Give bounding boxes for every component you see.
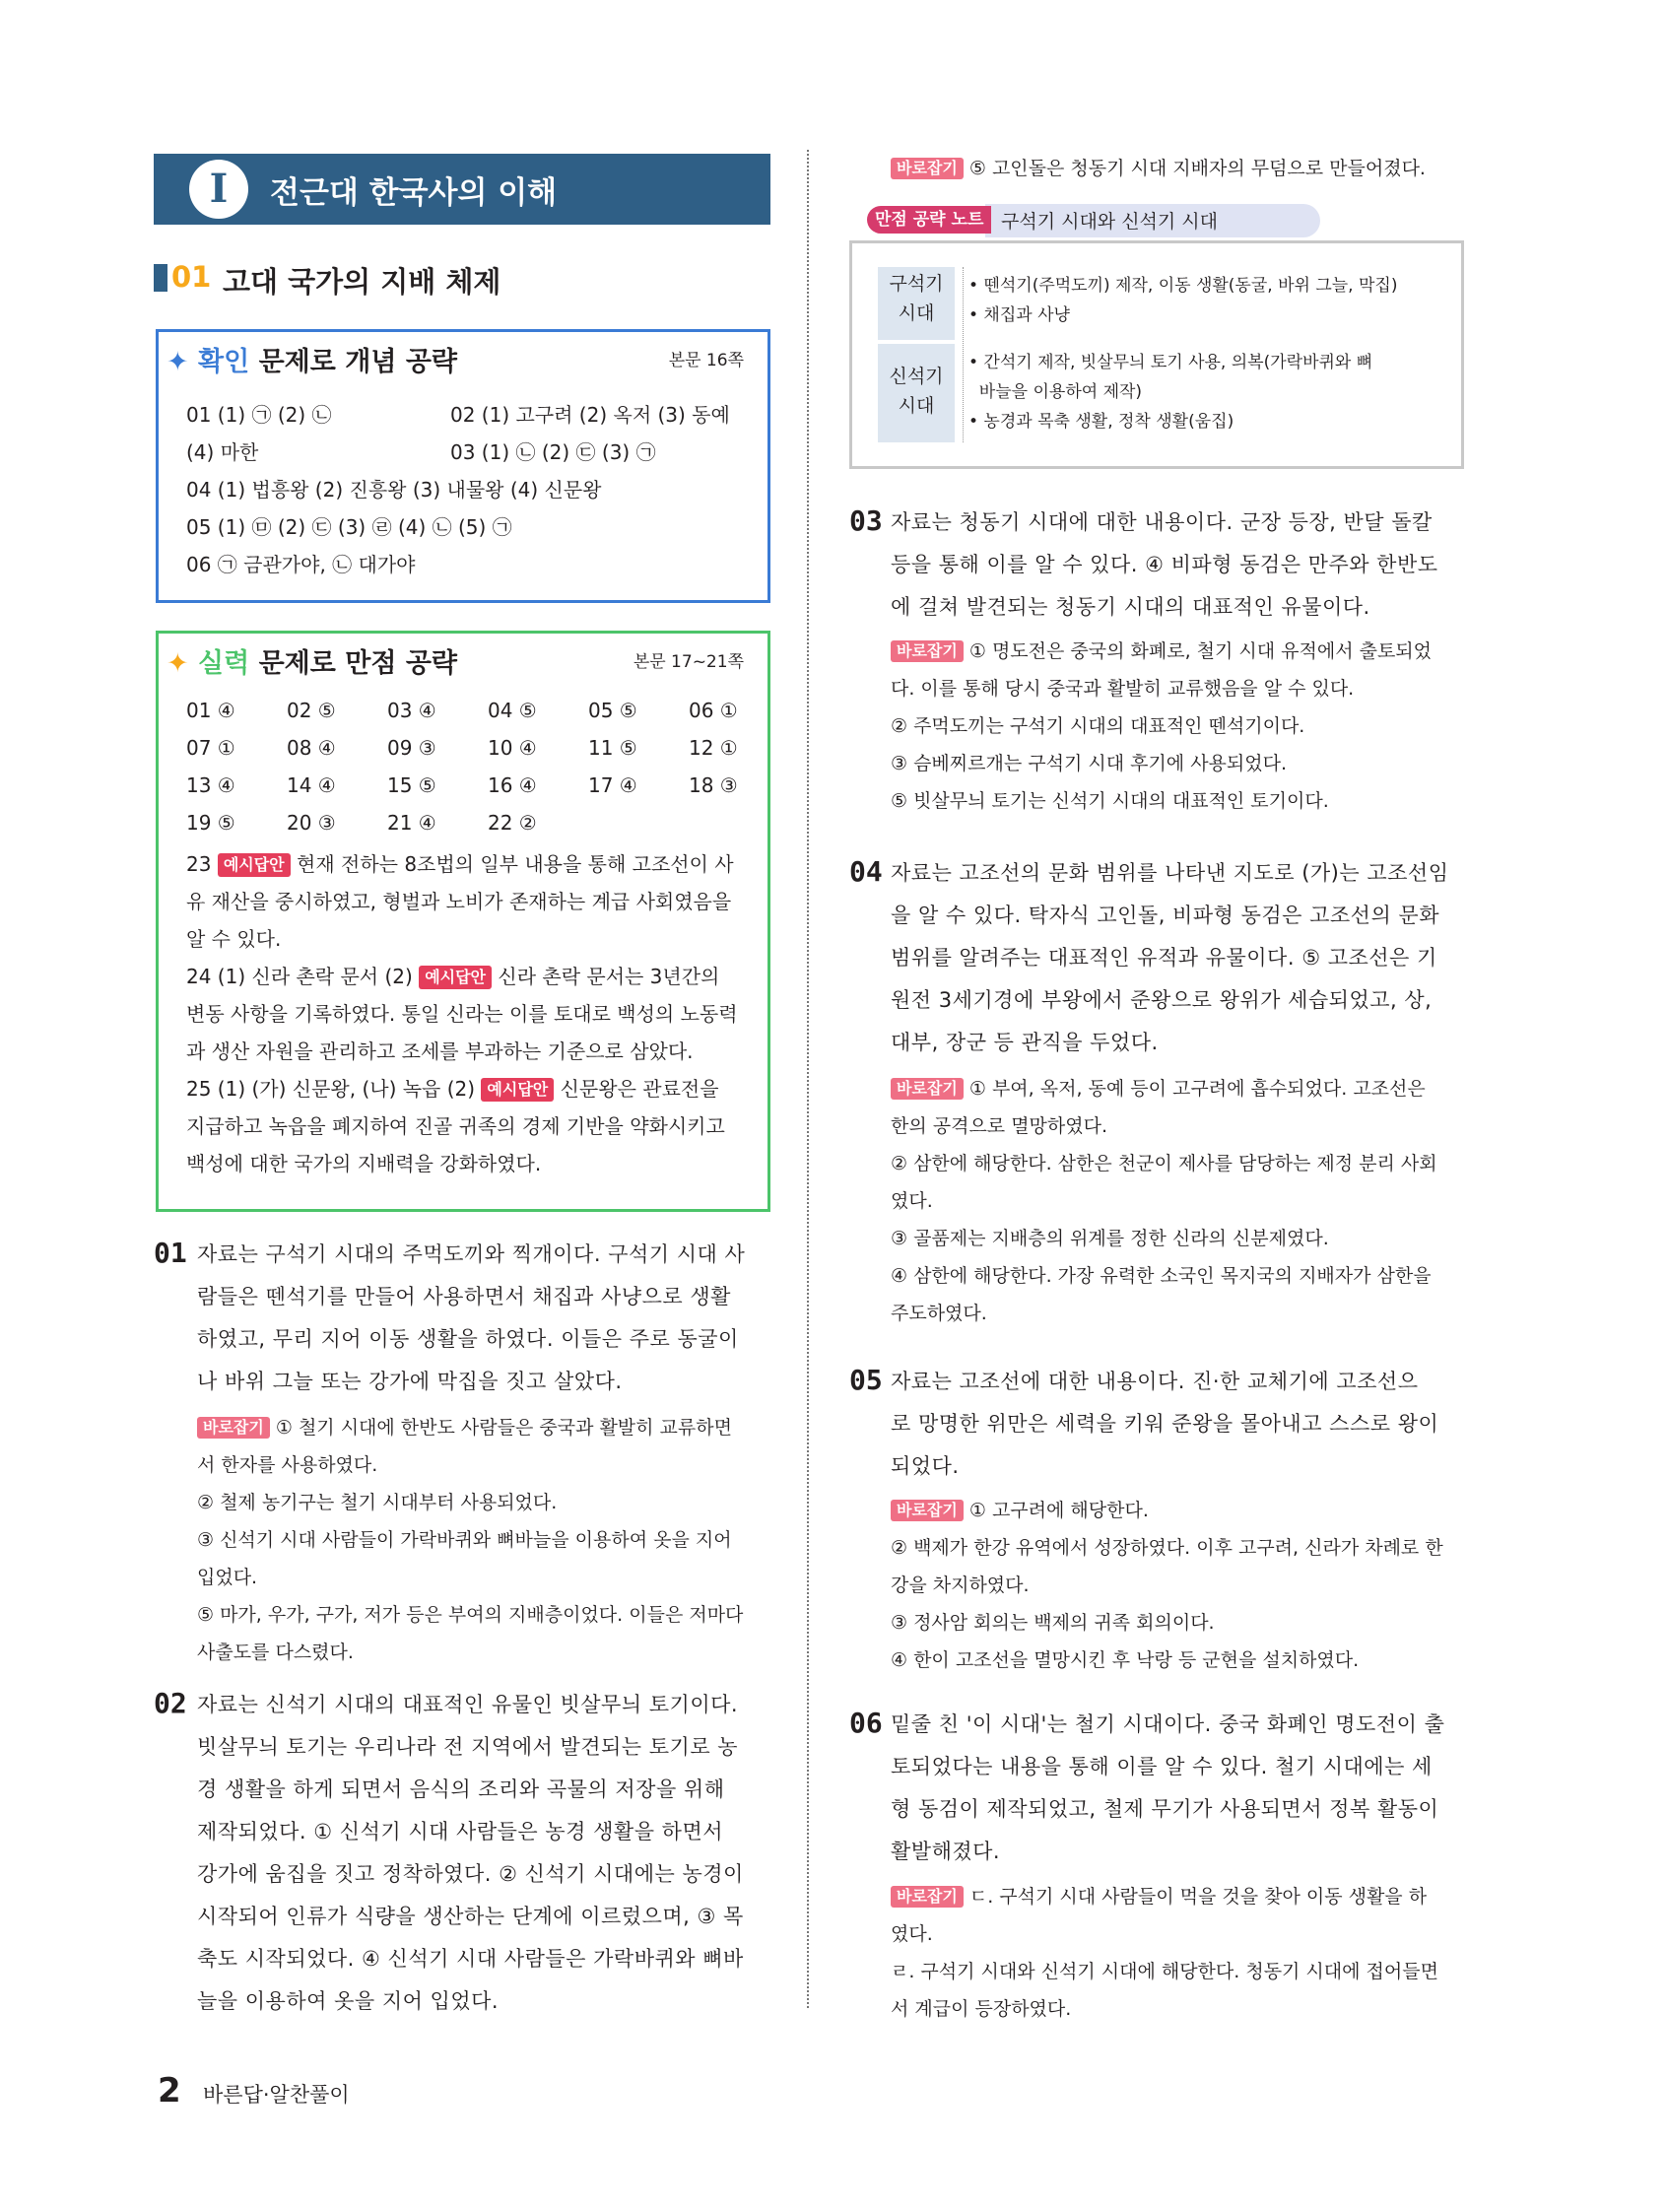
explanation-line: 강가에 움집을 짓고 정착하였다. ② 신석기 시대에는 농경이 [197,1862,744,1886]
sparkle-icon: ✦ [167,347,189,377]
fix-line: ③ 골품제는 지배층의 위계를 정한 신라의 신분제였다. [891,1228,1329,1249]
answer-line: 04 (1) 법흥왕 (2) 진흥왕 (3) 내물왕 (4) 신문왕 [186,478,602,502]
answer-item: 21 ④ [387,811,436,835]
fix-line: 강을 차지하였다. [891,1575,1030,1596]
note-table [849,240,1464,469]
concept-box-ref: 본문 16쪽 [668,351,744,370]
fix-tag: 바로잡기 [197,1417,270,1439]
explanation-line: 빗살무늬 토기는 우리나라 전 지역에서 발견되는 토기로 농 [197,1735,739,1759]
note-row-head: 구석기 시대 [878,267,955,340]
note-row-body: • 뗀석기(주먹도끼) 제작, 이동 생활(동굴, 바위 그늘, 막집) • 채집과 사냥 [968,276,1398,325]
example-answer-tag: 예시답안 [419,966,492,989]
fix-line: 바로잡기 ㄷ. 구석기 시대 사람들이 먹을 것을 찾아 이동 생활을 하 [891,1882,1427,1909]
question-number: 04 [849,855,883,888]
explanation-line: 경 생활을 하게 되면서 음식의 조리와 곡물의 저장을 위해 [197,1777,725,1801]
answer-23: 23 예시답안 현재 전하는 8조법의 일부 내용을 통해 고조선이 사 [186,852,734,876]
note-row-head: 신석기 시대 [878,344,955,442]
chapter-banner [154,154,770,225]
fix-line: 입었다. [197,1567,258,1588]
explanation-line: 시작되어 인류가 식량을 생산하는 단계에 이르렀으며, ③ 목 [197,1905,744,1928]
fix-line: ② 삼한에 해당한다. 삼한은 천군이 제사를 담당하는 제정 분리 사회 [891,1153,1437,1174]
explanation-line: 대부, 장군 등 관직을 두었다. [891,1031,1159,1054]
answer-line: 06 ㉠ 금관가야, ㉡ 대가야 [186,553,416,576]
answer-item: 01 ④ [186,699,235,722]
answer-line: (4) 마한 [186,440,259,464]
explanation-line: 하였고, 무리 지어 이동 생활을 하였다. 이들은 주로 동굴이 [197,1327,739,1351]
fix-tag: 바로잡기 [891,158,964,179]
section-number: 01 [171,260,212,294]
practice-box-title: ✦ 실력 문제로 만점 공략 [167,648,457,679]
answer-item: 03 ④ [387,699,436,722]
explanation-line: 나 바위 그늘 또는 강가에 막집을 짓고 살았다. [197,1370,623,1393]
answer-item: 05 ⑤ [588,699,637,722]
note-header [867,204,1438,239]
explanation-line: 을 알 수 있다. 탁자식 고인돌, 비파형 동검은 고조선의 문화 [891,904,1440,927]
explanation-line: 밑줄 친 '이 시대'는 철기 시대이다. 중국 화폐인 명도전이 출 [891,1712,1445,1736]
answer-line: 03 (1) ㉡ (2) ㉢ (3) ㉠ [450,440,656,464]
chapter-numeral: I [189,160,248,219]
fix-line: 사출도를 다스렸다. [197,1642,354,1663]
fix-line: ⑤ 마가, 우가, 구가, 저가 등은 부여의 지배층이었다. 이들은 저마다 [197,1604,744,1626]
explanation-line: 에 걸쳐 발견되는 청동기 시대의 대표적인 유물이다. [891,595,1370,619]
practice-box-ref: 본문 17~21쪽 [633,652,744,672]
answer-item: 20 ③ [287,811,336,835]
footer-title: 바른답·알찬풀이 [203,2083,350,2107]
question-number: 06 [849,1707,883,1739]
fix-line: 서 계급이 등장하였다. [891,1998,1072,2020]
example-answer-tag: 예시답안 [218,853,291,877]
question-number: 05 [849,1364,883,1396]
answer-item: 13 ④ [186,773,235,797]
explanation-line: 되었다. [891,1454,960,1478]
concept-answer-box [156,329,770,603]
explanation-line: 자료는 고조선의 문화 범위를 나타낸 지도로 (가)는 고조선임 [891,861,1449,885]
fix-line: 바로잡기 ① 고구려에 해당한다. [891,1496,1149,1522]
answer-item: 09 ③ [387,736,436,760]
question-number: 03 [849,504,883,537]
fix-line: ② 주먹도끼는 구석기 시대의 대표적인 뗀석기이다. [891,715,1305,737]
fix-line: 였다. [891,1190,933,1212]
fix-line: ④ 삼한에 해당한다. 가장 유력한 소국인 목지국의 지배자가 삼한을 [891,1265,1432,1287]
fix-tag: 바로잡기 [891,1078,964,1100]
explanation-line: 람들은 뗀석기를 만들어 사용하면서 채집과 사냥으로 생활 [197,1285,731,1308]
fix-line: 바로잡기 ① 부여, 옥저, 동예 등이 고구려에 흡수되었다. 고조선은 [891,1074,1426,1101]
chapter-title: 전근대 한국사의 이해 [270,175,558,211]
answer-item: 15 ⑤ [387,773,436,797]
fix-tag: 바로잡기 [891,1500,964,1521]
sparkle-icon: ✦ [167,648,189,679]
concept-box-title: ✦ 확인 문제로 개념 공략 [167,347,457,377]
column-divider [807,150,809,2008]
answer-item: 12 ① [689,736,738,760]
fix-line: 서 한자를 사용하였다. [197,1454,378,1476]
fix-line: ③ 슴베찌르개는 구석기 시대 후기에 사용되었다. [891,753,1287,774]
fix-line: ③ 신석기 시대 사람들이 가락바퀴와 뼈바늘을 이용하여 옷을 지어 [197,1529,732,1551]
fix-line: 바로잡기 ⑤ 고인돌은 청동기 시대 지배자의 무덤으로 만들어졌다. [891,154,1426,180]
explanation-line: 축도 시작되었다. ④ 신석기 시대 사람들은 가락바퀴와 뼈바 [197,1947,744,1971]
practice-answer-box [156,631,770,1212]
explanation-line: 제작되었다. ① 신석기 시대 사람들은 농경 생활을 하면서 [197,1820,724,1843]
answer-item: 10 ④ [488,736,537,760]
explanation-line: 형 동검이 제작되었고, 철제 무기가 사용되면서 정복 활동이 [891,1797,1439,1821]
fix-line: ③ 정사암 회의는 백제의 귀족 회의이다. [891,1612,1215,1634]
explanation-line: 늘을 이용하여 옷을 지어 입었다. [197,1989,500,2013]
fix-line: 바로잡기 ① 명도전은 중국의 화폐로, 철기 시대 유적에서 출토되었 [891,637,1432,663]
explanation-line: 토되었다는 내용을 통해 이를 알 수 있다. 철기 시대에는 세 [891,1755,1433,1778]
explanation-line: 자료는 고조선에 대한 내용이다. 진·한 교체기에 고조선으 [891,1370,1419,1393]
question-number: 01 [154,1237,187,1269]
fix-line: ㄹ. 구석기 시대와 신석기 시대에 해당한다. 청동기 시대에 접어들면 [891,1961,1438,1982]
answer-line: 백성에 대한 국가의 지배력을 강화하였다. [186,1152,542,1175]
section-title: 고대 국가의 지배 체제 [223,265,501,299]
note-title: 구석기 시대와 신석기 시대 [1001,211,1219,233]
fix-line: ④ 한이 고조선을 멸망시킨 후 낙랑 등 군현을 설치하였다. [891,1649,1360,1671]
answer-item: 18 ③ [689,773,738,797]
answer-25: 25 (1) (가) 신문왕, (나) 녹읍 (2) 예시답안 신문왕은 관료전을 [186,1077,719,1101]
fix-tag: 바로잡기 [891,1886,964,1908]
fix-line: ② 백제가 한강 유역에서 성장하였다. 이후 고구려, 신라가 차례로 한 [891,1537,1443,1559]
answer-item: 14 ④ [287,773,336,797]
fix-line: 한의 공격으로 멸망하였다. [891,1115,1108,1137]
explanation-line: 자료는 신석기 시대의 대표적인 유물인 빗살무늬 토기이다. [197,1693,739,1716]
answer-24: 24 (1) 신라 촌락 문서 (2) 예시답안 신라 촌락 문서는 3년간의 [186,965,720,988]
answer-line: 02 (1) 고구려 (2) 옥저 (3) 동예 [450,403,730,427]
note-row-body: • 간석기 제작, 빗살무늬 토기 사용, 의복(가락바퀴와 뼈 바늘을 이용하여 제작) • 농경과 목축 생활, 정착 생활(움집) [968,353,1373,432]
fix-line: 주도하였다. [891,1303,987,1324]
fix-line: 였다. [891,1923,933,1945]
explanation-line: 등을 통해 이를 알 수 있다. ④ 비파형 동검은 만주와 한반도 [891,553,1438,576]
answer-item: 04 ⑤ [488,699,537,722]
page-number: 2 [158,2071,181,2111]
explanation-line: 자료는 청동기 시대에 대한 내용이다. 군장 등장, 반달 돌칼 [891,510,1433,534]
answer-item: 11 ⑤ [588,736,637,760]
answer-item: 06 ① [689,699,738,722]
explanation-line: 범위를 알려주는 대표적인 유적과 유물이다. ⑤ 고조선은 기 [891,946,1437,970]
answer-item: 02 ⑤ [287,699,336,722]
answer-line: 알 수 있다. [186,927,282,951]
answer-line: 05 (1) ㉤ (2) ㉢ (3) ㉣ (4) ㉡ (5) ㉠ [186,515,512,539]
answer-item: 07 ① [186,736,235,760]
example-answer-tag: 예시답안 [481,1078,554,1102]
explanation-line: 자료는 구석기 시대의 주먹도끼와 찍개이다. 구석기 시대 사 [197,1242,746,1266]
answer-line: 변동 사항을 기록하였다. 통일 신라는 이를 토대로 백성의 노동력 [186,1002,738,1026]
fix-line: ⑤ 빗살무늬 토기는 신석기 시대의 대표적인 토기이다. [891,790,1329,812]
answer-item: 08 ④ [287,736,336,760]
explanation-line: 원전 3세기경에 부왕에서 준왕으로 왕위가 세습되었고, 상, [891,988,1433,1012]
answer-line: 과 생산 자원을 관리하고 조세를 부과하는 기준으로 삼았다. [186,1039,694,1063]
col-separator [963,267,964,442]
answer-item: 22 ② [488,811,537,835]
fix-line: ② 철제 농기구는 철기 시대부터 사용되었다. [197,1492,558,1513]
note-label: 만점 공략 노트 [867,206,991,234]
answer-line: 유 재산을 중시하였고, 형벌과 노비가 존재하는 계급 사회였음을 [186,890,732,913]
answer-item: 16 ④ [488,773,537,797]
fix-tag: 바로잡기 [891,640,964,662]
answer-item: 17 ④ [588,773,637,797]
answer-line: 지급하고 녹읍을 폐지하여 진골 귀족의 경제 기반을 약화시키고 [186,1114,725,1138]
explanation-line: 활발해졌다. [891,1840,1001,1863]
fix-line: 다. 이를 통해 당시 중국과 활발히 교류했음을 알 수 있다. [891,678,1355,700]
fix-line: 바로잡기 ① 철기 시대에 한반도 사람들은 중국과 활발히 교류하면 [197,1413,732,1440]
explanation-line: 로 망명한 위만은 세력을 키워 준왕을 몰아내고 스스로 왕이 [891,1412,1439,1436]
answer-item: 19 ⑤ [186,811,235,835]
question-number: 02 [154,1687,187,1719]
section-bar [154,264,167,292]
answer-line: 01 (1) ㉠ (2) ㉡ [186,403,332,427]
